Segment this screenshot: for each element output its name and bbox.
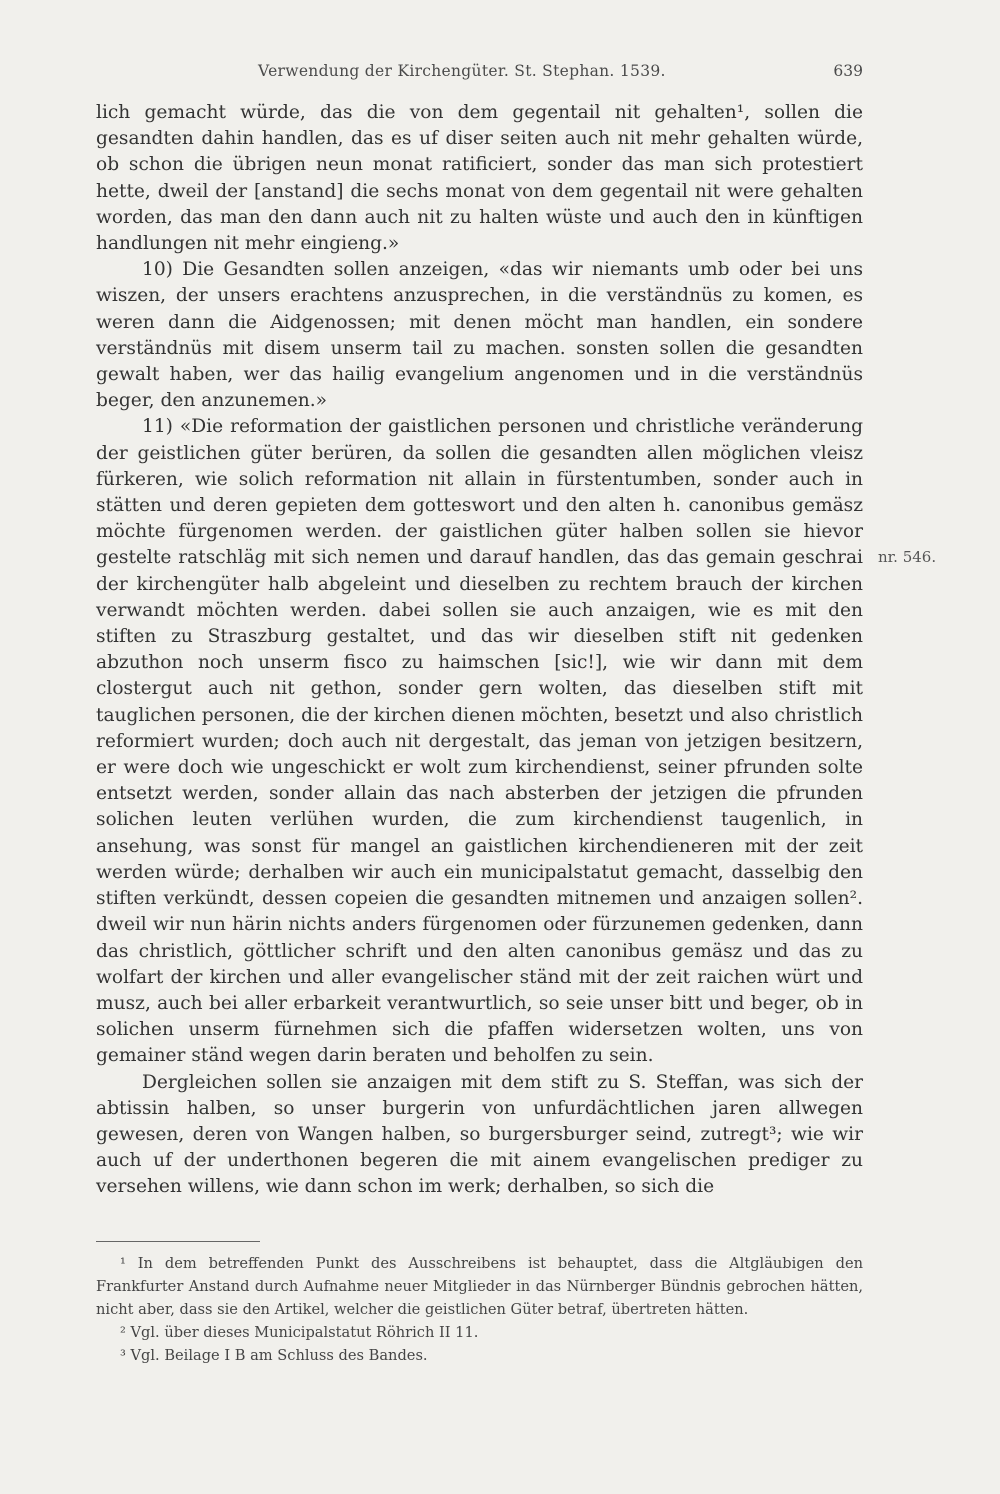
paragraph: 11) «Die reformation der gaistlichen personen und christliche veränderung der geistlichen güter berüren, da sollen die gesandten allen möglichen vleisz fürkeren, wie solich reformation nit allain in fürstentumben, sonder auch in stätten und deren gepieten dem gotteswort und den alten h. canonibus gemäsz möchte fürgenomen werden. der gaistlichen güter halben sollen sie hievor gestelte ratschläg mit sich nemen und darauf handlen, das das gemain geschrai der kirchengüter halb abgeleint und dieselben zu rechtem brauch der kirchen verwandt möchten werden. dabei sollen sie auch anzaigen, wie es mit den stiften zu Straszburg gestaltet, und das wir dieselben stift nit gedenken abzuthon noch unserm fisco zu haimschen [sic!], wie wir dann mit dem clostergut auch nit gethon, sonder gern wolten, das dieselben stift mit tauglichen personen, die der kirchen dienen möchten, besetzt und also christlich reformiert wurden; doch auch nit dergestalt, das jeman von jetzigen besitzern, er were doch wie ungeschickt er wolt zum kirchendienst, seiner pfrunden solte entsetzt werden, sonder allain das nach absterben der jetzigen die pfrunden solichen leuten verlühen wurden, die zum kirchendienst taugenlich, in ansehung, was sonst für mangel an gaistlichen kirchendieneren mit der zeit werden würde; derhalben wir auch ein municipalstatut gemacht, dasselbig den stiften verkündt, dessen copeien die gesandten mitnemen und anzaigen sollen². dweil wir nun härin nichts anders fürgenomen oder fürzunemen gedenken, dann das christlich, göttlicher schrift und den alten canonibus gemäsz und das zu wolfart der kirchen und aller evangelischer ständ mit der zeit raichen würt und musz, auch bei aller erbarkeit verantwurtlich, so seie unser bitt und beger, ob in solichen unserm fürnehmen sich die pfaffen widersetzen wolten, uns von gemainer ständ wegen darin beraten und beholfen zu sein. (96, 416, 863, 1067)
footnotes (96, 1252, 863, 1367)
running-title: Verwendung der Kirchengüter. St. Stephan. 1539. (258, 62, 666, 80)
footnote-divider (96, 1241, 260, 1242)
page-header (96, 62, 863, 86)
paragraph: lich gemacht würde, das die von dem gegentail nit gehalten¹, sollen die gesandten dahin handlen, das es uf diser seiten auch nit mehr gehalten würde, ob schon die übrigen neun monat ratificiert, sonder das man sich protestiert hette, dweil der [anstand] die sechs monat von dem gegentail nit were gehalten worden, das man den dann auch nit zu halten wüste und auch den in künftigen handlungen nit mehr eingieng.» (96, 102, 863, 255)
page-number: 639 (833, 62, 863, 80)
footnote: ¹ In dem betreffenden Punkt des Ausschreibens ist behauptet, dass die Altgläubigen den Frankfurter Anstand durch Aufnahme neuer Mitglieder in das Nürnberger Bündnis gebrochen hätten, nicht aber, dass sie den Artikel, welcher die geistlichen Güter betraf, übertreten hätten. (96, 1255, 863, 1318)
paragraph: Dergleichen sollen sie anzaigen mit dem stift zu S. Steffan, was sich der abtissin halben, so unser burgerin von unfurdächtlichen jaren allwegen gewesen, deren von Wangen halben, so burgersburger seind, zutregt³; wie wir auch uf der underthonen begeren die mit ainem evangelischen prediger zu versehen willens, wie dann schon im werk; derhalben, so sich die (96, 1071, 863, 1198)
footnote: ² Vgl. über dieses Municipalstatut Röhrich II 11. (120, 1324, 479, 1341)
paragraph: 10) Die Gesandten sollen anzeigen, «das wir niemants umb oder bei uns wiszen, der unsers erachtens anzusprechen, in die verständnüs zu komen, es weren dann die Aidgenossen; mit denen möcht man handlen, ein sondere verständnüs mit disem unserm tail zu machen. sonsten sollen die gesandten gewalt haben, wer das hailig evangelium angenomen und in die verständnüs beger, den anzunemen.» (96, 259, 863, 412)
footnote: ³ Vgl. Beilage I B am Schluss des Bandes. (120, 1347, 428, 1364)
margin-note: nr. 546. (878, 548, 937, 566)
body-text (96, 100, 863, 1201)
